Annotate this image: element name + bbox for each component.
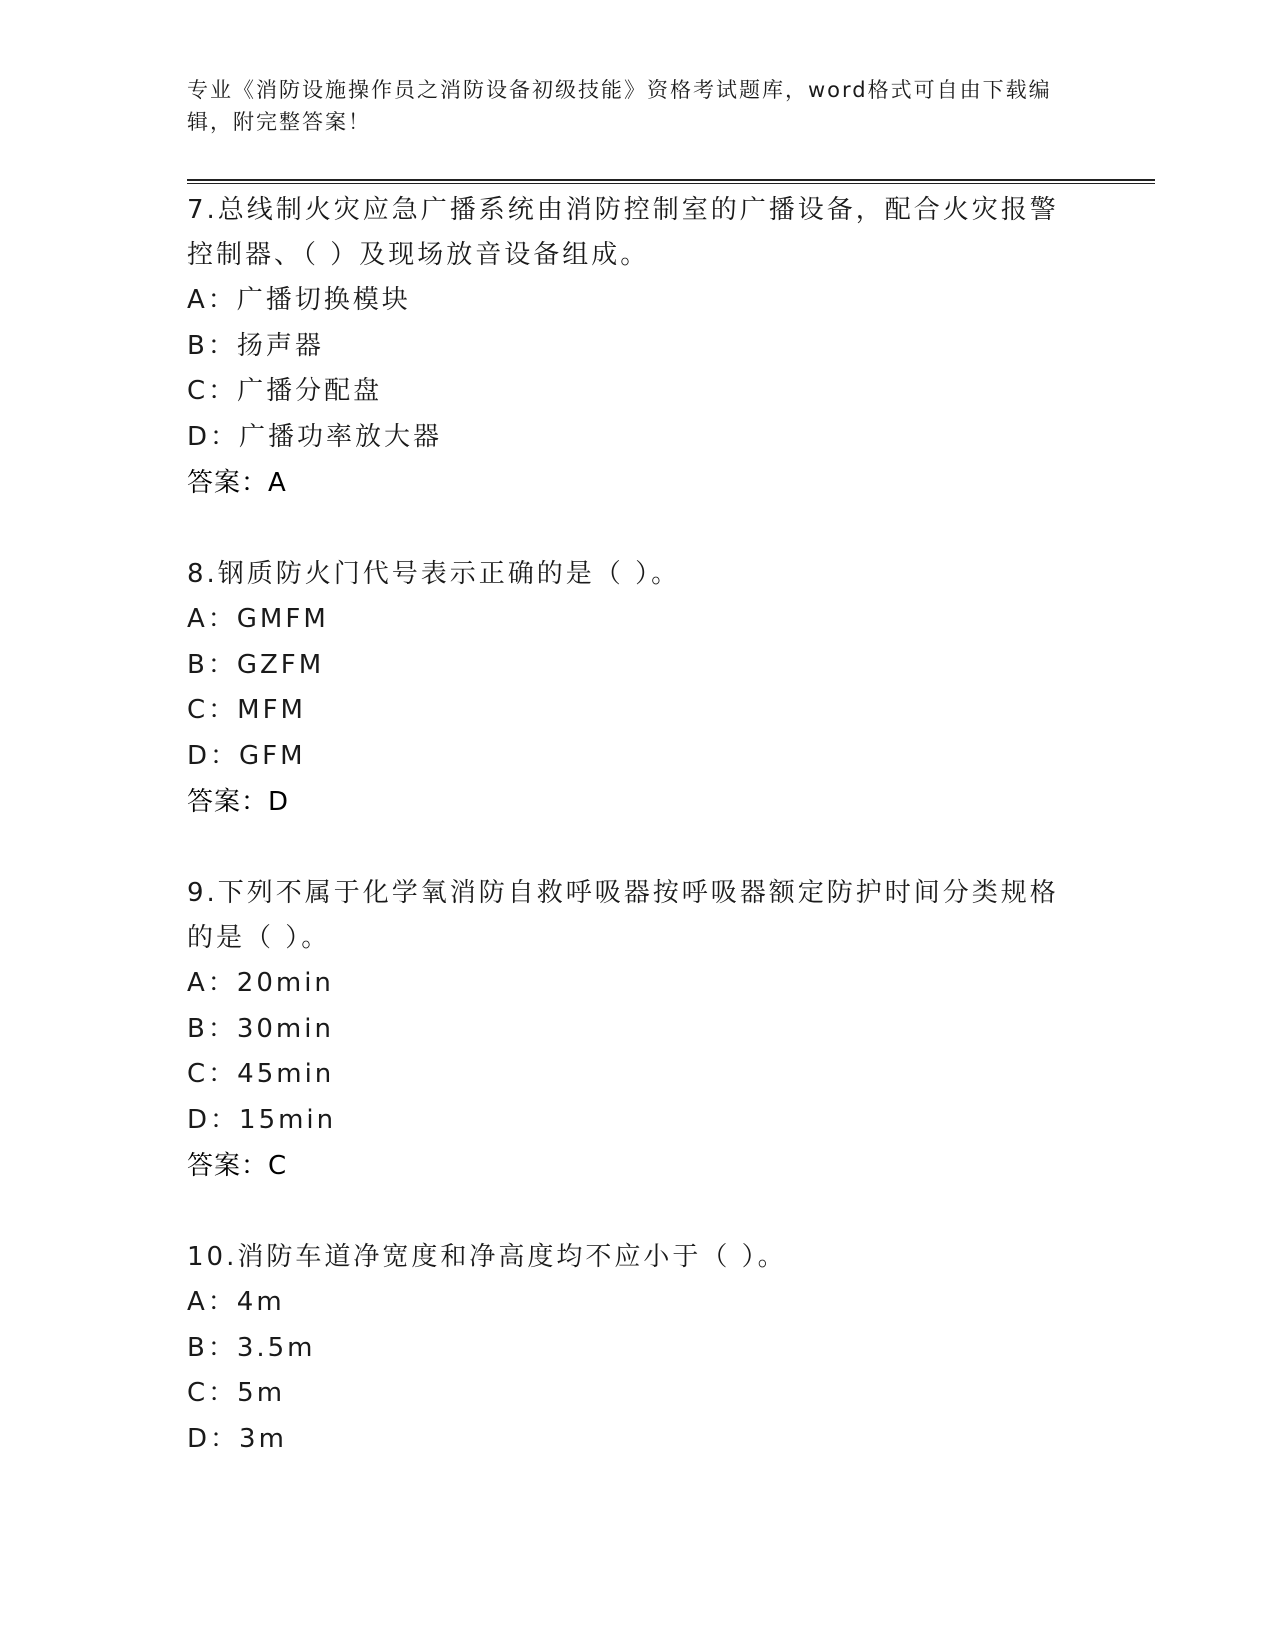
answer: 答案：A [187, 468, 287, 498]
option-d: D：3m [187, 1423, 287, 1454]
option-c: C：广播分配盘 [187, 376, 383, 406]
question-stem: 7.总线制火灾应急广播系统由消防控制室的广播设备，配合火灾报警控制器、（ ）及现场放音设备组成。 [187, 195, 1059, 270]
option-c: C：MFM [187, 695, 306, 725]
option-b: B：GZFM [187, 649, 325, 680]
header-divider [187, 179, 1155, 184]
question-8 [187, 552, 1067, 825]
option-b: B：30min [187, 1013, 334, 1044]
document-header: 专业《消防设施操作员之消防设备初级技能》资格考试题库，word格式可自由下载编辑，附完整答案！ [187, 78, 1052, 134]
question-stem: 8.钢质防火门代号表示正确的是（ ）。 [187, 559, 681, 589]
question-9 [187, 871, 1067, 1189]
answer: 答案：C [187, 1151, 288, 1181]
option-a: A：广播切换模块 [187, 285, 411, 315]
option-c: C：45min [187, 1059, 335, 1089]
question-stem: 10.消防车道净宽度和净高度均不应小于（ ）。 [187, 1242, 787, 1272]
option-d: D：GFM [187, 740, 306, 771]
question-10 [187, 1235, 1067, 1462]
answer: 答案：D [187, 787, 290, 817]
option-b: B：扬声器 [187, 330, 324, 361]
question-7 [187, 188, 1067, 506]
option-d: D：广播功率放大器 [187, 421, 443, 452]
option-c: C：5m [187, 1378, 286, 1408]
option-d: D：15min [187, 1104, 337, 1135]
option-a: A：20min [187, 968, 334, 998]
option-a: A：GMFM [187, 604, 329, 634]
question-stem: 9.下列不属于化学氧消防自救呼吸器按呼吸器额定防护时间分类规格的是（ ）。 [187, 878, 1059, 953]
option-a: A：4m [187, 1287, 285, 1317]
option-b: B：3.5m [187, 1332, 316, 1363]
